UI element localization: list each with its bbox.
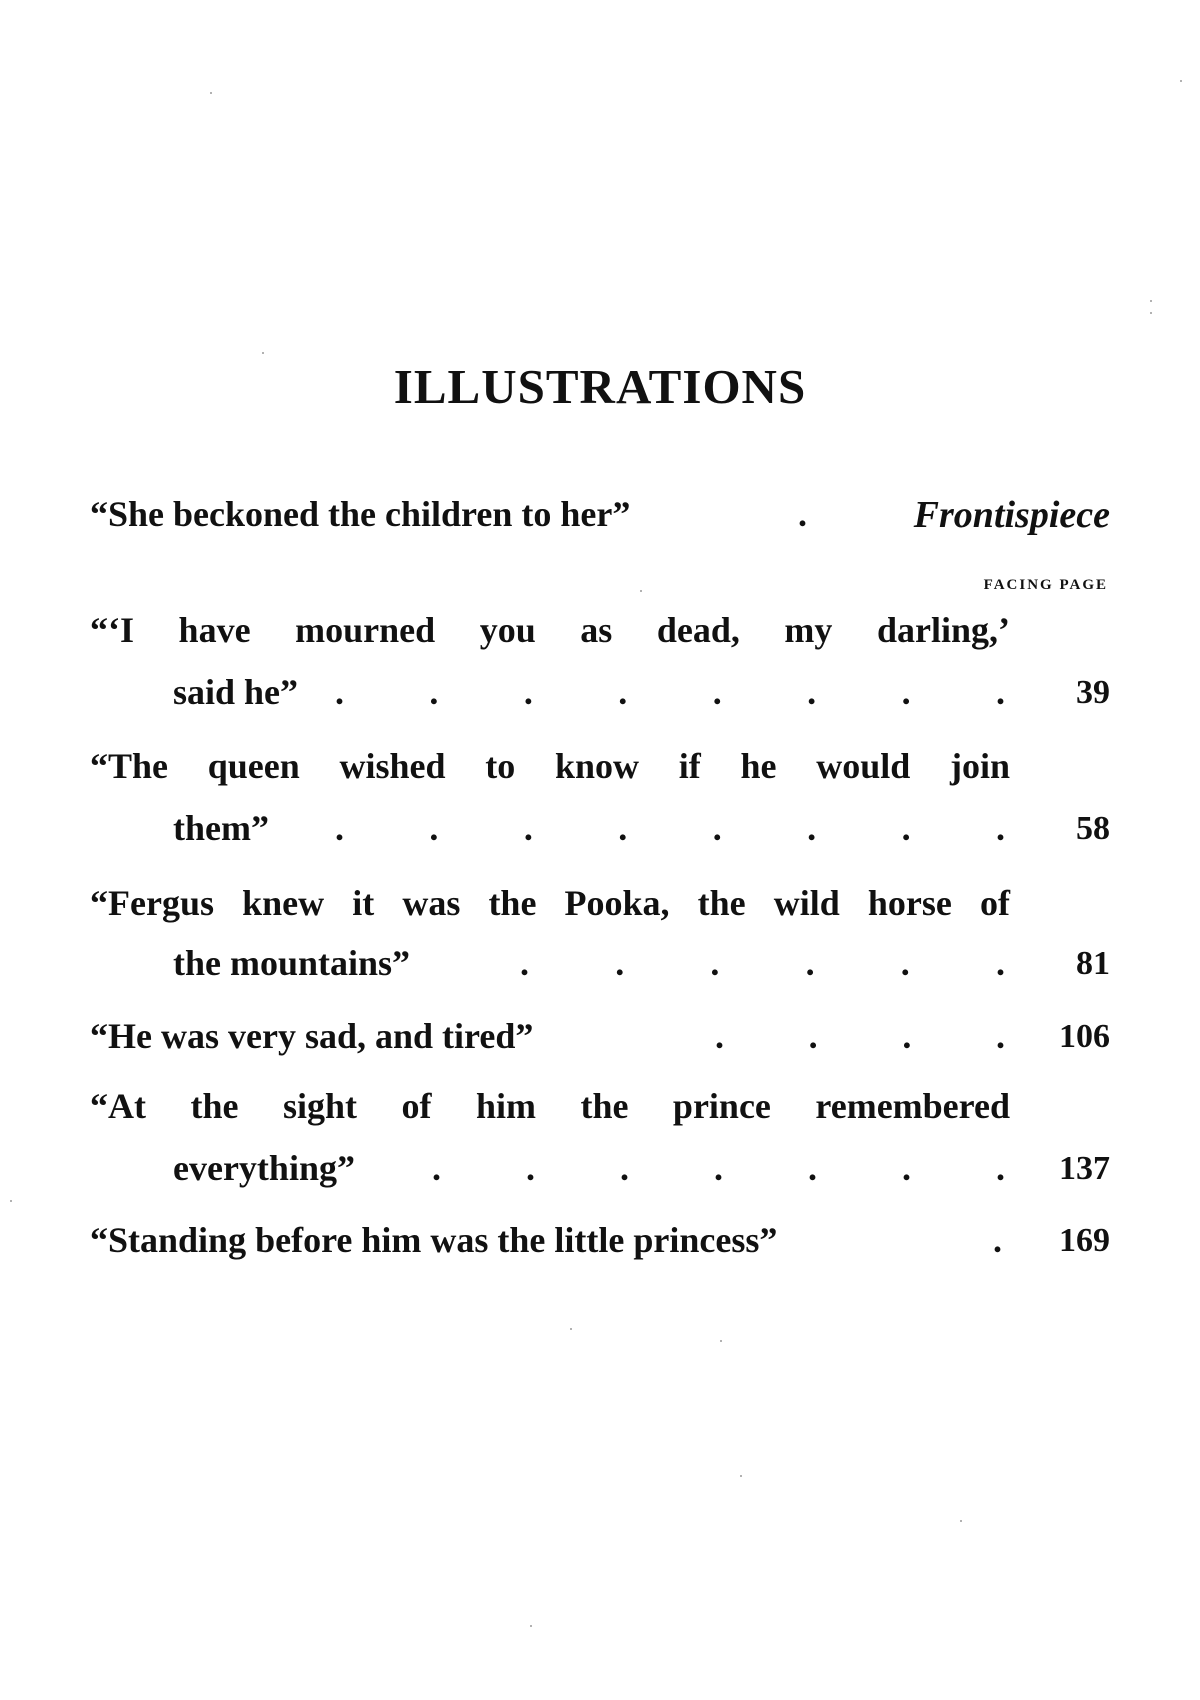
entry-1-page-number: 39 [1076, 674, 1110, 711]
scan-speck [210, 92, 212, 94]
entry-2-page-number: 58 [1076, 810, 1110, 847]
entry-5-line-2: everything” [173, 1148, 355, 1188]
scan-speck [740, 1475, 742, 1477]
entry-4-line-1: “He was very sad, and tired” [90, 1016, 534, 1056]
frontispiece-caption: “She beckoned the children to her” [90, 494, 631, 534]
entry-5-leader: . . . . . . . [432, 1150, 1005, 1186]
entry-6-leader: . [993, 1220, 1002, 1260]
entry-3-leader: . . . . . . [520, 945, 1005, 981]
entry-3-page-number: 81 [1076, 945, 1110, 982]
entry-6-line-1: “Standing before him was the little princess” [90, 1220, 778, 1260]
entry-5-page-number: 137 [1059, 1150, 1110, 1187]
entry-4-leader: . . . . [715, 1018, 1005, 1054]
frontispiece-dot: . [798, 494, 807, 534]
entry-2-leader: . . . . . . . . [335, 810, 1005, 846]
entry-1-leader: . . . . . . . . [335, 674, 1005, 710]
page-title: ILLUSTRATIONS [393, 359, 807, 414]
scan-speck [1150, 300, 1152, 302]
entry-6-page-number: 169 [1059, 1222, 1110, 1259]
entry-5-line-1: “At the sight of him the prince remembered [90, 1086, 1010, 1126]
entry-3-line-2: the mountains” [173, 943, 411, 983]
entry-2-line-2: them” [173, 808, 269, 848]
scan-speck [530, 1625, 532, 1627]
scan-speck [10, 1200, 12, 1202]
scan-speck [570, 1328, 572, 1330]
scan-speck [262, 352, 264, 354]
scan-speck [960, 1520, 962, 1522]
scan-speck [1180, 80, 1182, 82]
entry-1-line-2: said he” [173, 672, 299, 712]
scan-speck [1150, 312, 1152, 314]
entry-4-page-number: 106 [1059, 1018, 1110, 1055]
entry-1-line-1: “‘I have mourned you as dead, my darling,’ [90, 610, 1010, 650]
frontispiece-label: Frontispiece [913, 494, 1110, 536]
entry-2-line-1: “The queen wished to know if he would join [90, 746, 1010, 786]
entry-3-line-1: “Fergus knew it was the Pooka, the wild horse of [90, 883, 1010, 923]
scan-speck [640, 590, 642, 592]
facing-page-header: FACING PAGE [983, 577, 1108, 593]
scan-speck [720, 1340, 722, 1342]
